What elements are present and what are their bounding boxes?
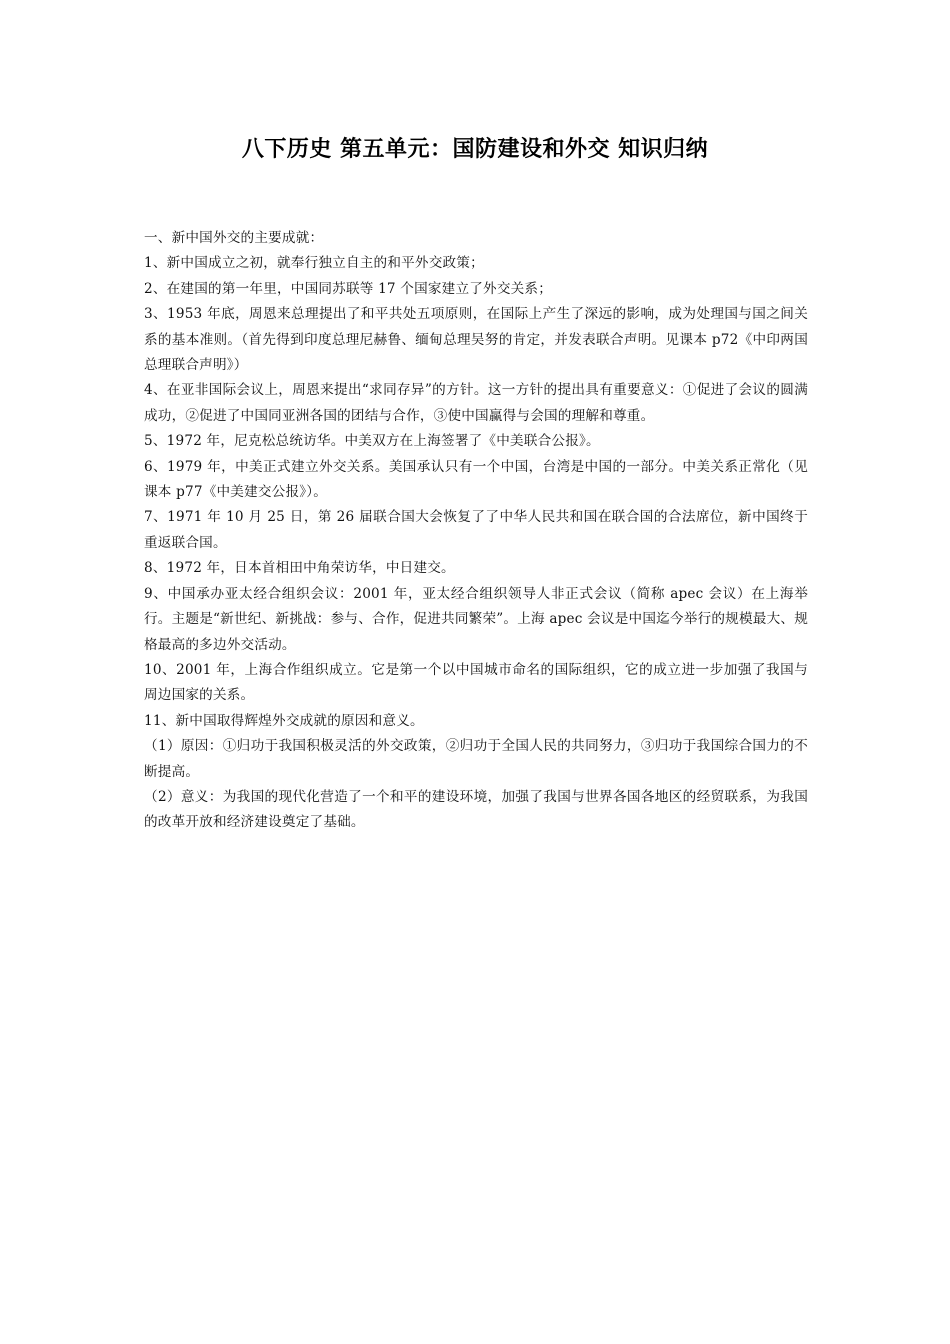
paragraph-item: 3、1953 年底，周恩来总理提出了和平共处五项原则，在国际上产生了深远的影响，成为处理国与国之间关系的基本准则。（首先得到印度总理尼赫鲁、缅甸总理吴努的肯定，并发表联合声明。见课本 p72《中印两国总理联合声明》）: [144, 306, 808, 374]
paragraph-item: 1、新中国成立之初，就奉行独立自主的和平外交政策；: [144, 255, 484, 272]
paragraph-item: 4、在亚非国际会议上，周恩来提出“求同存异”的方针。这一方针的提出具有重要意义：①促进了会议的圆满成功，②促进了中国同亚洲各国的团结与合作，③使中国赢得与会国的理解和尊重。: [144, 382, 808, 424]
document-body: [144, 226, 808, 836]
paragraph-item: 5、1972 年，尼克松总统访华。中美双方在上海签署了《中美联合公报》。: [144, 433, 600, 450]
section-heading: 一、新中国外交的主要成就：: [144, 230, 324, 246]
paragraph-item: （2）意义：为我国的现代化营造了一个和平的建设环境，加强了我国与世界各国各地区的经贸联系，为我国的改革开放和经济建设奠定了基础。: [144, 788, 808, 831]
paragraph-item: 8、1972 年，日本首相田中角荣访华，中日建交。: [144, 560, 455, 577]
paragraph-item: 9、中国承办亚太经合组织会议：2001 年，亚太经合组织领导人非正式会议（简称 apec 会议）在上海举行。主题是“新世纪、新挑战：参与、合作，促进共同繁荣”。上海 apec 会议是中国迄今举行的规模最大、规格最高的多边外交活动。: [144, 585, 808, 653]
paragraph-item: 11、新中国取得辉煌外交成就的原因和意义。: [144, 712, 424, 729]
paragraph-item: 7、1971 年 10 月 25 日，第 26 届联合国大会恢复了了中华人民共和国在联合国的合法席位，新中国终于重返联合国。: [144, 509, 808, 551]
paragraph-item: 2、在建国的第一年里，中国同苏联等 17 个国家建立了外交关系；: [144, 280, 553, 297]
paragraph-item: 10、2001 年，上海合作组织成立。它是第一个以中国城市命名的国际组织，它的成立进一步加强了我国与周边国家的关系。: [144, 661, 808, 704]
paragraph-item: 6、1979 年，中美正式建立外交关系。美国承认只有一个中国，台湾是中国的一部分。中美关系正常化（见课本 p77《中美建交公报》）。: [144, 458, 808, 501]
paragraph-item: （1）原因：①归功于我国积极灵活的外交政策，②归功于全国人民的共同努力，③归功于我国综合国力的不断提高。: [144, 738, 808, 780]
document-title: 八下历史 第五单元：国防建设和外交 知识归纳: [241, 137, 709, 162]
